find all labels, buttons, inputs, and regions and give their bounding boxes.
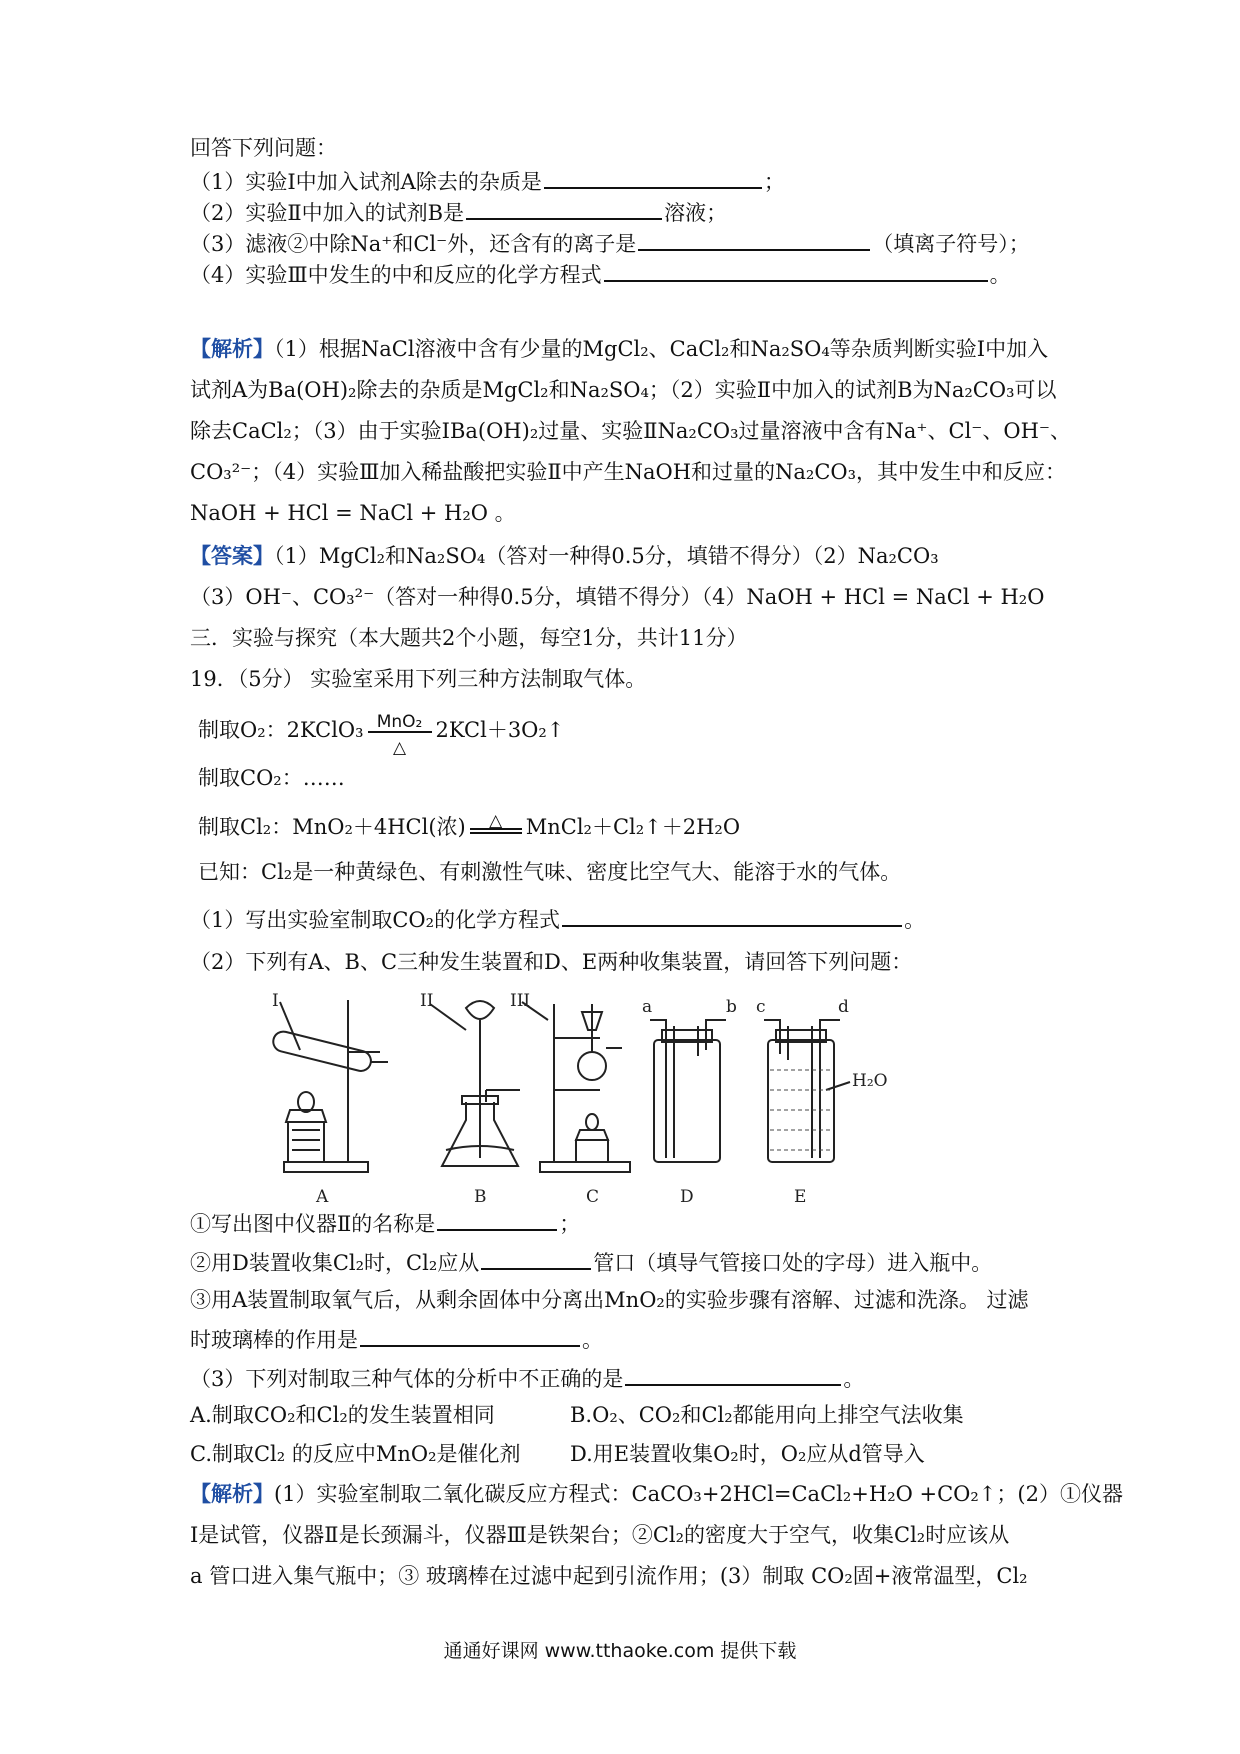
answer-blank[interactable] xyxy=(360,1323,580,1347)
answer-blank[interactable] xyxy=(638,227,870,251)
option-A: A.制取CO₂和Cl₂的发生装置相同 xyxy=(190,1403,495,1427)
part-3: （3）下列对制取三种气体的分析中不正确的是 。 xyxy=(190,1362,864,1394)
water-label: H₂O xyxy=(852,1071,888,1091)
instrument-label-III: III xyxy=(510,991,531,1011)
answer-blank[interactable] xyxy=(466,196,662,220)
answer-line-2: （3）OH⁻、CO₃²⁻（答对一种得0.5分，填错不得分）（4）NaOH + HCl = NaCl + H₂O xyxy=(190,585,1045,609)
option-C: C.制取Cl₂ 的反应中MnO₂是催化剂 xyxy=(190,1442,521,1466)
reaction-condition: MnO₂ △ xyxy=(364,717,436,747)
port-label-c: c xyxy=(756,997,766,1017)
port-label-b: b xyxy=(726,997,737,1017)
instrument-label-II: II xyxy=(420,991,434,1011)
analysis-tag: 【解析】 xyxy=(190,1481,274,1506)
question-4: （4）实验Ⅲ中发生的中和反应的化学方程式 。 xyxy=(190,258,1011,290)
sub-question-3: ③用A装置制取氧气后，从剩余固体中分离出MnO₂的实验步骤有溶解、过滤和洗涤。 过滤 xyxy=(190,1288,1029,1312)
caption-E: E xyxy=(794,1187,807,1207)
equation-cl2: 制取Cl₂：MnO₂＋4HCl(浓) △ MnCl₂＋Cl₂↑＋2H₂O xyxy=(198,812,740,844)
equation-co2: 制取CO₂：…… xyxy=(198,766,345,790)
page-footer: 通通好课网 www.tthaoke.com 提供下载 xyxy=(443,1640,797,1662)
known-info: 已知：Cl₂是一种黄绿色、有刺激性气味、密度比空气大、能溶于水的气体。 xyxy=(198,860,902,884)
option-D: D.用E装置收集O₂时，O₂应从d管导入 xyxy=(570,1442,925,1466)
sub-question-1: ①写出图中仪器Ⅱ的名称是 ； xyxy=(190,1207,580,1239)
sub-question-2: ②用D装置收集Cl₂时，Cl₂应从 管口（填导气管接口处的字母）进入瓶中。 xyxy=(190,1246,992,1278)
question-intro: 回答下列问题： xyxy=(190,136,337,160)
apparatus-figure xyxy=(270,990,1010,1210)
answer-blank[interactable] xyxy=(481,1246,591,1270)
section-heading: 三．实验与探究（本大题共2个小题，每空1分，共计11分） xyxy=(190,626,748,650)
caption-B: B xyxy=(474,1187,487,1207)
port-label-d: d xyxy=(838,997,849,1017)
caption-D: D xyxy=(680,1187,694,1207)
reaction-condition: △ xyxy=(466,814,526,844)
question-2: （2）实验Ⅱ中加入的试剂B是 溶液； xyxy=(190,196,727,228)
answer-blank[interactable] xyxy=(562,903,902,927)
analysis-line-1: 【解析】（1）根据NaCl溶液中含有少量的MgCl₂、CaCl₂和Na₂SO₄等杂质判断实验Ⅰ中加入 xyxy=(190,336,1049,361)
analysis-line-3: 除去CaCl₂；（3）由于实验ⅠBa(OH)₂过量、实验ⅡNa₂CO₃过量溶液中含有Na⁺、Cl⁻、OH⁻、 xyxy=(190,419,1071,443)
answer-blank[interactable] xyxy=(625,1362,841,1386)
question-1: （1）实验Ⅰ中加入试剂A除去的杂质是 ； xyxy=(190,165,785,197)
answer-blank[interactable] xyxy=(604,258,988,282)
answer-tag: 【答案】 xyxy=(190,543,274,568)
equation-o2: 制取O₂：2KClO₃ MnO₂ △ 2KCl＋3O₂↑ xyxy=(198,711,565,758)
part-2: （2）下列有A、B、C三种发生装置和D、E两种收集装置，请回答下列问题： xyxy=(190,950,913,974)
analysis-tag: 【解析】 xyxy=(190,336,274,361)
analysis2-line-2: Ⅰ是试管，仪器Ⅱ是长颈漏斗，仪器Ⅲ是铁架台；②Cl₂的密度大于空气，收集Cl₂时应该从 xyxy=(190,1523,1010,1547)
analysis2-line-1: 【解析】(1）实验室制取二氧化碳反应方程式：CaCO₃+2HCl=CaCl₂+H₂O +CO₂↑；(2）①仪器 xyxy=(190,1481,1123,1506)
port-label-a: a xyxy=(642,997,653,1017)
sub-question-3-cont: 时玻璃棒的作用是 。 xyxy=(190,1323,603,1355)
analysis2-line-3: a 管口进入集气瓶中；③ 玻璃棒在过滤中起到引流作用；(3）制取 CO₂固+液常温型，Cl₂ xyxy=(190,1564,1028,1588)
analysis-line-2: 试剂A为Ba(OH)₂除去的杂质是MgCl₂和Na₂SO₄；（2）实验Ⅱ中加入的试剂B为Na₂CO₃可以 xyxy=(190,378,1057,402)
caption-A: A xyxy=(316,1187,329,1207)
analysis-line-4: CO₃²⁻；（4）实验Ⅲ加入稀盐酸把实验Ⅱ中产生NaOH和过量的Na₂CO₃，其中发生中和反应： xyxy=(190,460,1067,484)
question-19-title: 19．（5分） 实验室采用下列三种方法制取气体。 xyxy=(190,667,647,691)
caption-C: C xyxy=(586,1187,600,1207)
answer-blank[interactable] xyxy=(437,1207,557,1231)
analysis-line-5: NaOH + HCl = NaCl + H₂O 。 xyxy=(190,501,516,525)
part-1: （1）写出实验室制取CO₂的化学方程式 。 xyxy=(190,903,925,935)
answer-line-1: 【答案】（1）MgCl₂和Na₂SO₄（答对一种得0.5分，填错不得分）（2）Na₂CO₃ xyxy=(190,543,939,568)
instrument-label-I: I xyxy=(272,991,279,1011)
option-B: B.O₂、CO₂和Cl₂都能用向上排空气法收集 xyxy=(570,1403,964,1427)
question-3: （3）滤液②中除Na⁺和Cl⁻外，还含有的离子是 （填离子符号）； xyxy=(190,227,1030,259)
answer-blank[interactable] xyxy=(544,165,762,189)
